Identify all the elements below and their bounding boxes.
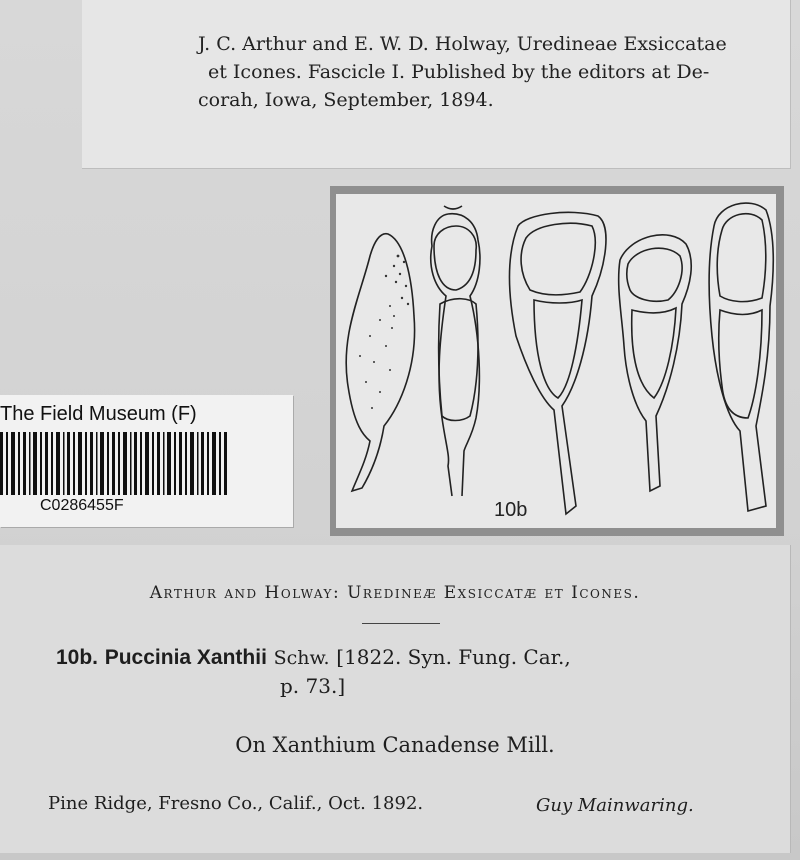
collector-name: Guy Mainwaring. bbox=[536, 795, 694, 816]
species-entry bbox=[56, 643, 756, 700]
collection-locality: Pine Ridge, Fresno Co., Calif., Oct. 1892. bbox=[48, 793, 424, 814]
host-plant: On Xanthium Canadense Mill. bbox=[235, 733, 555, 757]
literature-reference-page: p. 73.] bbox=[280, 674, 346, 698]
species-name: Puccinia Xanthii bbox=[104, 646, 267, 669]
plate-number: 10b bbox=[494, 499, 528, 521]
specimen-label bbox=[0, 545, 791, 853]
stippled-spore-drawing bbox=[346, 234, 414, 491]
stipple-dots bbox=[359, 255, 409, 409]
teliospore-drawing-3 bbox=[619, 235, 692, 491]
barcode-label bbox=[0, 395, 293, 527]
citation-line-1: J. C. Arthur and E. W. D. Holway, Uredineae Exsiccatae bbox=[198, 33, 727, 55]
species-authority: Schw. bbox=[273, 647, 330, 669]
exsiccata-number: 10b. bbox=[56, 646, 99, 669]
citation-line-2: et Icones. Fascicle I. Published by the editors at De- bbox=[208, 61, 710, 83]
institution-name: The Field Museum (F) bbox=[0, 403, 197, 425]
citation-line-3: corah, Iowa, September, 1894. bbox=[198, 89, 494, 111]
citation-text bbox=[198, 30, 800, 114]
spore-drawings bbox=[330, 186, 784, 536]
literature-reference: [1822. Syn. Fung. Car., bbox=[336, 645, 571, 669]
teliospore-drawing-4 bbox=[709, 203, 773, 511]
divider bbox=[362, 623, 440, 624]
citation-label bbox=[82, 0, 791, 169]
barcode-icon bbox=[0, 432, 228, 495]
teliospore-drawing-2 bbox=[510, 212, 606, 514]
illustration-plate bbox=[330, 186, 784, 536]
barcode-number: C0286455F bbox=[40, 497, 124, 514]
teliospore-drawing-1 bbox=[431, 206, 480, 496]
series-title: Arthur and Holway: Uredineæ Exsiccatæ et Icones. bbox=[149, 583, 641, 603]
